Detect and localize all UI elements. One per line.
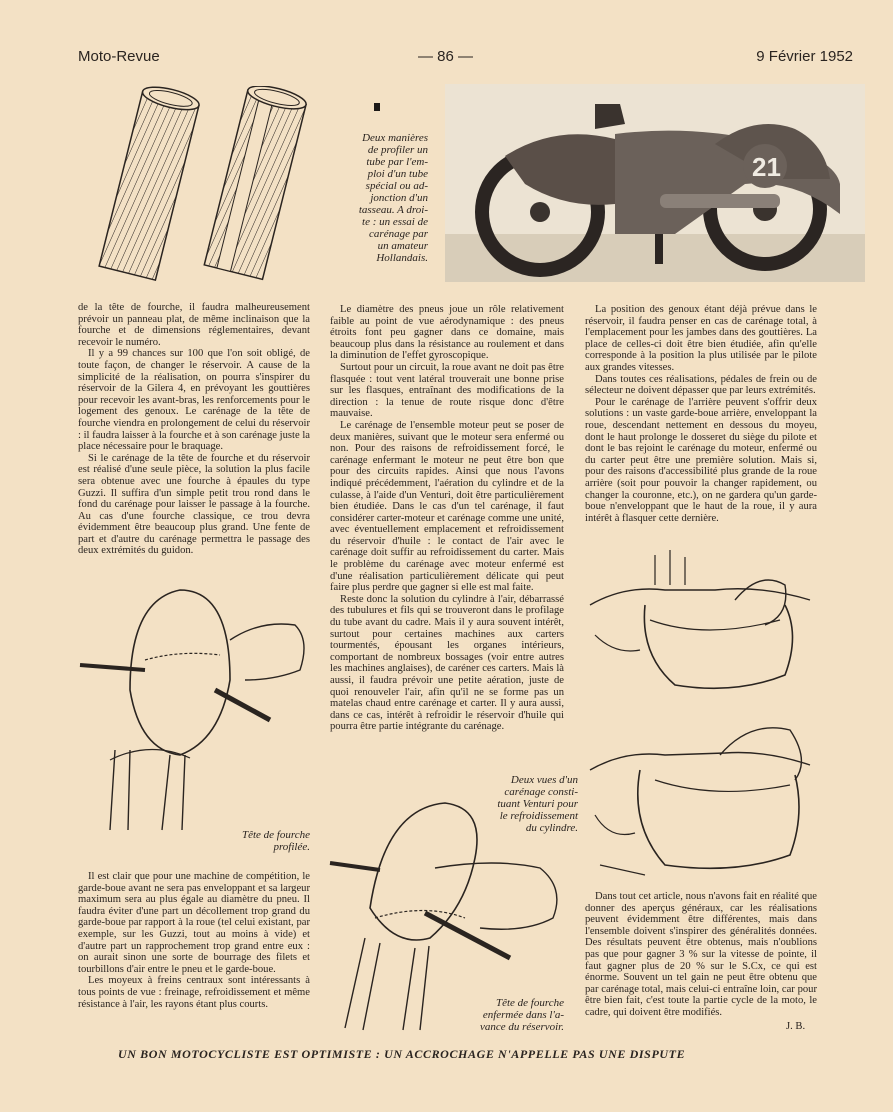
caption-fork-enclosed: Tête de fourche enfermée dans l'a- vance du réservoir. [479, 997, 564, 1033]
column-3-top: La position des genoux étant déjà prévue dans le réservoir, il faudra penser en cas de carénage total, à l'emplacement pour les jambes dans des gouttières. La place de celles-ci doit être bien étudiée, afin qu'elle corresponde à la position la plus utilisée par le pilote aux grandes vitesses. Dans toutes ces réalisations, pédales de frein ou de sélecteur ne doivent dépasser que par leurs extrémités. Pour le carénage de l'arrière peuvent s'offrir deux solutions : un vaste garde-boue arrière, enveloppant la roue, descendant nettement en dessous du moyeu, dont le haut prolonge le dosseret du siège du pilote et dont le bas rejoint le carénage du moteur, enfermé ou du carter peut être une première solution. Mais si, pour des raisons d'accessibilité plus grande de la roue arrière (soit pour pouvoir la changer rapidement, ou changer la couronne, etc.), on ne gardera qu'un garde-boue n'enveloppant que le haut de la roue, il y aura intérêt à flasquer cette dernière. [585, 304, 817, 524]
column-3-bottom: Dans tout cet article, nous n'avons fait en réalité que donner des aperçus généraux, car les réalisations peuvent évidemment être différentes, mais dans l'ensemble doivent s'inspirer des généralités données. Des résultats peuvent être obtenus, mais n'oublions pas que pour gagner 3 % sur la vitesse de pointe, il faut gagner plus de 20 % sur le S.Cx, ce qui est énorme. Souvent un tel gain ne peut être obtenu que par carénage total, mais celui-ci entraîne loin, car pour être bien fait, c'est toute la partie cycle de la moto, le cadre, qui doivent être modifiés. [585, 891, 817, 1018]
caption-fork-profiled: Tête de fourche profilée. [241, 829, 310, 853]
column-2: Le diamètre des pneus joue un rôle relativement faible au point de vue aérodynamique : des pneus étroits font peu gagner dans ce domaine, mais beaucoup plus dans la résistance au roulement et dans la diminution de l'effet gyroscopique. Surtout pour un circuit, la roue avant ne doit pas être flasquée : tout vent latéral trouverait une bonne prise sur les flasques, entraînant des modifications de la direction : la tenue de route risque donc d'être mauvaise. Le carénage de l'ensemble moteur peut se poser de deux manières, suivant que le moteur sera enfermé ou non. Pour des raisons de refroidissement forcé, le carénage enfermant le moteur ne peut être bon que pour des circuits rapides. Ainsi que nous l'avons indiqué précédemment, l'aération du cylindre et de la culasse, à l'aide d'un Venturi, doit être particulièrement bien étudiée. Dans le cas d'un tel carénage, il faut considérer carter-moteur et carénage comme une unité, avec éventuellement emplacement et refroidissement du réservoir d'huile : le contact de l'air avec le carénage doit suffir au refroidissement du carter. Mais le problème du carénage avec moteur enfermé est d'une réalisation particulièrement délicate qui peut faire plus perdre que gagner si elle est mal faite. Reste donc la solution du cylindre à l'air, débarrassé des tubulures et fils qui se trouveront dans le profilage du tube avant du cadre. Mais il y aura souvent intérêt, surtout pour certaines machines aux carters tourmentés, épousant les organes intérieurs, comportant de nombreux bossages (voir entre autres les machines anglaises), de caréner ces carters. Mais là aussi, il faudra prévoir une petite aération, juste de quoi renouveler l'air, afin qu'il ne se forme pas un matelas chaud entre carénage et carter. Il y aura aussi, dans ce cas, intérêt à refroidir le réservoir d'huile qui pourra être partie intégrante du carénage. [330, 304, 564, 733]
issue-date: 9 Février 1952 [756, 48, 853, 65]
column-1-bottom: Il est clair que pour une machine de compétition, le garde-boue avant ne sera pas enveloppant et sa largeur maximum sera au plus égale au diamètre du pneu. Il faudra éviter d'une part un décollement trop grand du garde-boue par rapport à la roue (tel celui existant, par exemple, sur les Guzzi, tout au moins à vide) et d'autre part un rapprochement trop grand entre eux : on aurait sinon une sorte de bourrage des filets et tourbillons d'air entre le pneu et le garde-boue. Les moyeux à freins centraux sont intéressants à tous points de vue : freinage, refroidissement et même résistance à l'air, les rayons étant plus courts. [78, 871, 310, 1010]
page-number: — 86 — [418, 48, 474, 65]
profiled-fork-head-illustration [70, 580, 320, 835]
venturi-fairing-illustration-bottom [585, 715, 825, 885]
caption-venturi: Deux vues d'un carénage consti- tuant Venturi pour le refroidissement du cylindre. [497, 774, 578, 834]
race-number: 21 [752, 152, 781, 182]
author-signature: J. B. [786, 1021, 806, 1032]
caption-tubes: Deux manières de profiler un tube par l'em- ploi d'un tube spécial ou ad- jonction d'un tasseau. A droi- te : un essai de carénage par un amateur Hollandais. [358, 132, 428, 264]
streamlined-motorcycle-photo [445, 84, 865, 282]
profiled-tubes-illustration [80, 86, 320, 286]
page-footer-slogan: UN BON MOTOCYCLISTE EST OPTIMISTE : UN ACCROCHAGE N'APPELLE PAS UNE DISPUTE [118, 1047, 686, 1061]
caption-marker [374, 103, 380, 111]
page-header [78, 48, 853, 70]
column-1-top: de la tête de fourche, il faudra malheureusement prévoir un panneau plat, de même inclinaison que la fourche et de dimensions réglementaires, devant recevoir le numéro. Il y a 99 chances sur 100 que l'on soit obligé, de toute façon, de changer le réservoir. A cause de la simplicité de la réalisation, on pourra s'inspirer du réservoir de la Gilera 4, en prévoyant les gouttières pour recevoir les avant-bras, les renforcements pour le logement des genoux. Le carénage de la tête de fourche viendra en prolongement de celui du réservoir : il faudra laisser à la fourche et à son carénage juste la place nécessaire pour le braquage. Si le carénage de la tête de fourche et du réservoir est réalisé d'une seule pièce, la solution la plus facile sera obtenue avec une fourche à épaules du type Guzzi. Il suffira d'un simple petit trou rond dans le fond du carénage pour laisser le passage à la fourche. Au cas d'une fourche classique, ce trou devra évidemment être beaucoup plus grand. Une fente de part et d'autre du carénage permettra le passage des deux extrémités du guidon. [78, 302, 310, 557]
magazine-name: Moto-Revue [78, 48, 160, 65]
venturi-fairing-illustration-top [585, 545, 825, 705]
